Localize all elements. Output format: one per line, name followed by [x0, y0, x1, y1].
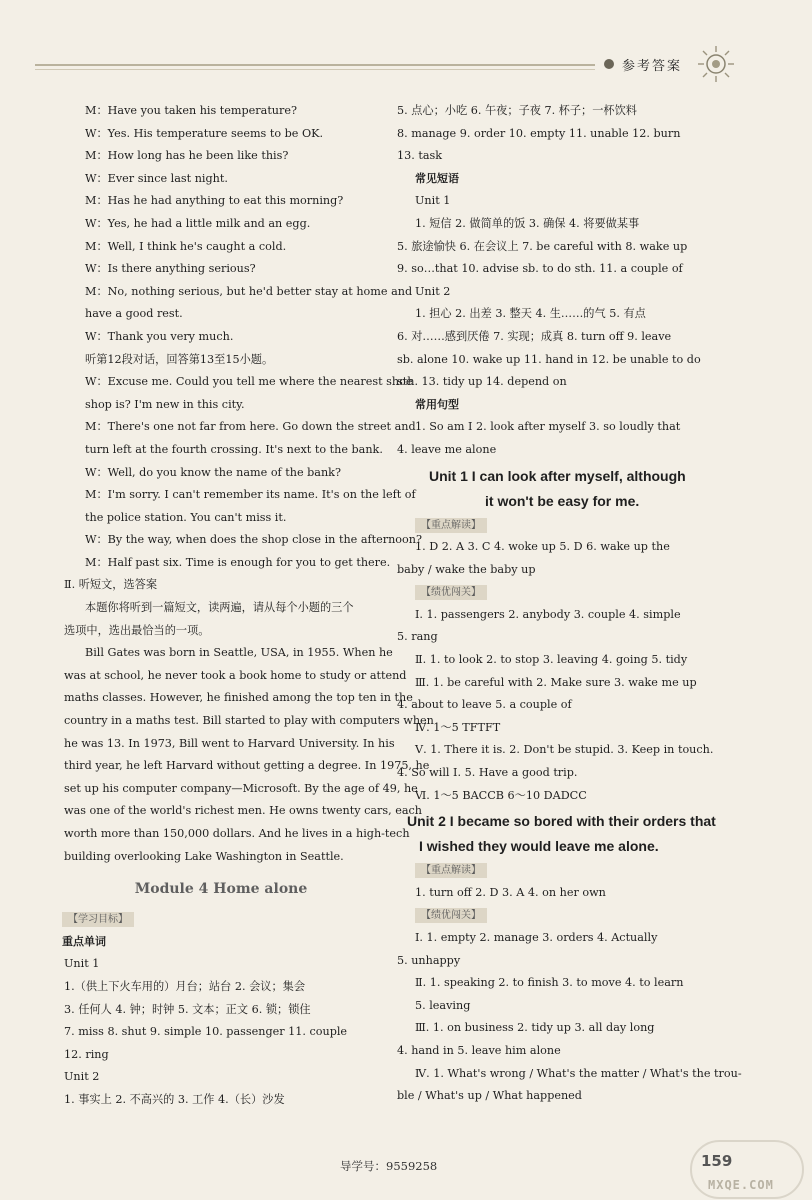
tag-learning-goals: 【学习目标】: [62, 912, 134, 927]
word-line: 3. 任何人 4. 钟；时钟 5. 文本；正文 6. 锁；锁住: [64, 1002, 311, 1016]
instruction-12: 听第12段对话，回答第13至15小题。: [85, 352, 274, 366]
dialog-line: W：By the way, when does the shop close in the afternoon?: [85, 533, 422, 547]
answer-line: Ⅲ. 1. be careful with 2. Make sure 3. wake me up: [415, 675, 697, 689]
dialog-line: M：I'm sorry. I can't remember its name. It's on the left of: [85, 488, 416, 502]
tag-practice: 【绩优闯关】: [415, 908, 487, 923]
answer-line: 5. unhappy: [397, 953, 461, 967]
unit1-label: Unit 1: [64, 957, 100, 971]
passage-line: set up his computer company—Microsoft. By the age of 49, he: [64, 781, 418, 795]
word-line: 12. ring: [64, 1047, 109, 1061]
dialog-line: W：Thank you very much.: [85, 329, 234, 343]
tag-key-points: 【重点解读】: [415, 863, 487, 878]
dialog-line: M：How long has he been like this?: [85, 149, 289, 163]
dialog-line-cont: shop is? I'm new in this city.: [85, 397, 245, 411]
section-ii-intro: [62, 597, 380, 642]
sentences: [397, 416, 742, 461]
phr-unit1: [397, 213, 742, 281]
unit2-title-line2: I wished they would leave me alone.: [419, 838, 659, 855]
u2-practice: [397, 927, 742, 1108]
intro-line: 选项中，选出最恰当的一项。: [64, 623, 210, 637]
phrase-line: 5. 旅途愉快 6. 在会议上 7. be careful with 8. wake up: [397, 239, 688, 253]
u1-practice: [397, 604, 742, 807]
dialog-line: W：Yes. His temperature seems to be OK.: [85, 126, 324, 140]
answer-line: Ⅵ. 1～5 BACCB 6～10 DADCC: [415, 788, 587, 802]
dialog-line: M：Have you taken his temperature?: [85, 104, 297, 117]
key-words-title: 重点单词: [62, 934, 106, 948]
passage-line: he was 13. In 1973, Bill went to Harvard University. In his: [64, 736, 395, 750]
dialog-line: M：Well, I think he's caught a cold.: [85, 239, 287, 253]
header-rule-thin: [35, 69, 595, 70]
passage-line: country in a maths test. Bill started to play with computers when: [64, 714, 434, 728]
dialog-line: M：There's one not far from here. Go down the street and: [85, 420, 416, 434]
header-bullet-icon: [604, 59, 614, 69]
word-line: 1.（供上下火车用的）月台；站台 2. 会议；集会: [64, 979, 306, 993]
answer-line: Ⅰ. 1. passengers 2. anybody 3. couple 4. simple: [415, 607, 681, 621]
section-ii-title: Ⅱ. 听短文，选答案: [64, 578, 158, 592]
passage-line: maths classes. However, he finished among the top ten in the: [64, 691, 413, 705]
guide-number: 导学号：9559258: [340, 1159, 438, 1173]
word-line: 8. manage 9. order 10. empty 11. unable 12. burn: [397, 126, 681, 140]
answer-line: 4. hand in 5. leave him alone: [397, 1043, 561, 1057]
answer-line: baby / wake the baby up: [397, 562, 536, 576]
phrase-line: sth. 13. tidy up 14. depend on: [397, 375, 567, 389]
page-number: 159: [701, 1152, 733, 1170]
answer-line: 4. about to leave 5. a couple of: [397, 698, 572, 712]
u2-key: [397, 882, 742, 905]
phrase-line: 1. 短信 2. 做简单的饭 3. 确保 4. 将要做某事: [415, 216, 640, 230]
phrase-line: 6. 对……感到厌倦 7. 实现；成真 8. turn off 9. leave: [397, 329, 672, 343]
sentences-title: 常用句型: [415, 397, 459, 411]
phrases-title: 常见短语: [415, 171, 459, 185]
answer-line: Ⅴ. 1. There it is. 2. Don't be stupid. 3. Keep in touch.: [415, 743, 714, 757]
passage: [62, 642, 434, 868]
dialog-line-cont: have a good rest.: [85, 307, 183, 321]
answer-line: 5. rang: [397, 630, 438, 644]
answer-line: Ⅳ. 1～5 TFTFT: [415, 720, 501, 734]
sentence-line: 1. So am I 2. look after myself 3. so loudly that: [415, 420, 681, 434]
answer-line: Ⅱ. 1. speaking 2. to finish 3. to move 4. to learn: [415, 976, 684, 990]
dialog-a: [62, 100, 413, 349]
passage-line: building overlooking Lake Washington in Seattle.: [64, 849, 344, 863]
right-column: [397, 100, 742, 1108]
answer-line: ble / What's up / What happened: [397, 1089, 582, 1103]
passage-line: was one of the world's richest men. He owns twenty cars, each: [64, 804, 423, 818]
unit1-words: [62, 976, 380, 1066]
tag-key-points: 【重点解读】: [415, 518, 487, 533]
dialog-line: W：Well, do you know the name of the bank?: [85, 465, 341, 479]
phrase-line: sb. alone 10. wake up 11. hand in 12. be unable to do: [397, 352, 701, 366]
dialog-line-cont: turn left at the fourth crossing. It's next to the bank.: [85, 442, 383, 456]
dialog-line-cont: the police station. You can't miss it.: [85, 510, 287, 524]
dialog-line: M：Half past six. Time is enough for you to get there.: [85, 555, 391, 569]
passage-line: worth more than 150,000 dollars. And he lives in a high-tech: [64, 827, 410, 840]
unit1-title-line2: it won't be easy for me.: [485, 492, 640, 509]
watermark-text: MXQE.COM: [708, 1178, 774, 1192]
answer-line: 5. leaving: [415, 998, 471, 1012]
answer-line: Ⅳ. 1. What's wrong / What's the matter / What's the trou-: [415, 1066, 742, 1080]
unit2-words-cont: [397, 100, 742, 168]
word-line: 1. 事实上 2. 不高兴的 3. 工作 4.（长）沙发: [64, 1092, 285, 1106]
word-line: 5. 点心；小吃 6. 午夜；子夜 7. 杯子；一杯饮料: [397, 104, 637, 117]
unit2-label: Unit 2: [64, 1070, 100, 1084]
phrase-line: 1. 担心 2. 出差 3. 整天 4. 生……的气 5. 有点: [415, 307, 646, 321]
passage-line: third year, he left Harvard without getting a degree. In 1975, he: [64, 759, 430, 773]
unit2-title-line1: Unit 2 I became so bored with their orders that: [407, 813, 716, 830]
dialog-line: M：Has he had anything to eat this morning?: [85, 194, 344, 208]
answer-line: Ⅱ. 1. to look 2. to stop 3. leaving 4. going 5. tidy: [415, 653, 688, 667]
sun-ornament-icon: [696, 44, 736, 84]
phr-unit2: [397, 303, 742, 393]
dialog-b: [62, 371, 422, 574]
dialog-line: W：Ever since last night.: [85, 171, 228, 185]
answer-line: Ⅲ. 1. on business 2. tidy up 3. all day long: [415, 1021, 655, 1035]
answer-line: Ⅰ. 1. empty 2. manage 3. orders 4. Actually: [415, 931, 658, 944]
answer-line: 1. D 2. A 3. C 4. woke up 5. D 6. wake up the: [415, 540, 670, 554]
tag-practice: 【绩优闯关】: [415, 585, 487, 600]
module-title: Module 4 Home alone: [134, 881, 308, 898]
phrase-line: 9. so…that 10. advise sb. to do sth. 11. a couple of: [397, 262, 683, 276]
answer-line: 4. So will I. 5. Have a good trip.: [397, 766, 578, 780]
dialog-line: M：No, nothing serious, but he'd better stay at home and: [85, 284, 413, 298]
answer-line: 1. turn off 2. D 3. A 4. on her own: [415, 885, 606, 899]
phr-unit1-label: Unit 1: [415, 194, 451, 208]
passage-line: Bill Gates was born in Seattle, USA, in 1955. When he: [85, 646, 393, 660]
passage-line: was at school, he never took a book home to study or attend: [64, 668, 407, 682]
unit1-title-line1: Unit 1 I can look after myself, although: [429, 467, 686, 484]
header-rule: [35, 64, 595, 66]
word-line: 7. miss 8. shut 9. simple 10. passenger 11. couple: [64, 1025, 348, 1039]
sentence-line: 4. leave me alone: [397, 442, 497, 456]
dialog-line: W：Is there anything serious?: [85, 262, 256, 276]
word-line: 13. task: [397, 149, 443, 163]
dialog-line: W：Excuse me. Could you tell me where the nearest shoe: [85, 375, 413, 389]
phr-unit2-label: Unit 2: [415, 284, 451, 298]
dialog-line: W：Yes, he had a little milk and an egg.: [85, 216, 311, 230]
header-title: 参考答案: [622, 59, 683, 74]
u1-key: [397, 536, 742, 581]
intro-line: 本题你将听到一篇短文，读两遍，请从每个小题的三个: [85, 601, 354, 615]
